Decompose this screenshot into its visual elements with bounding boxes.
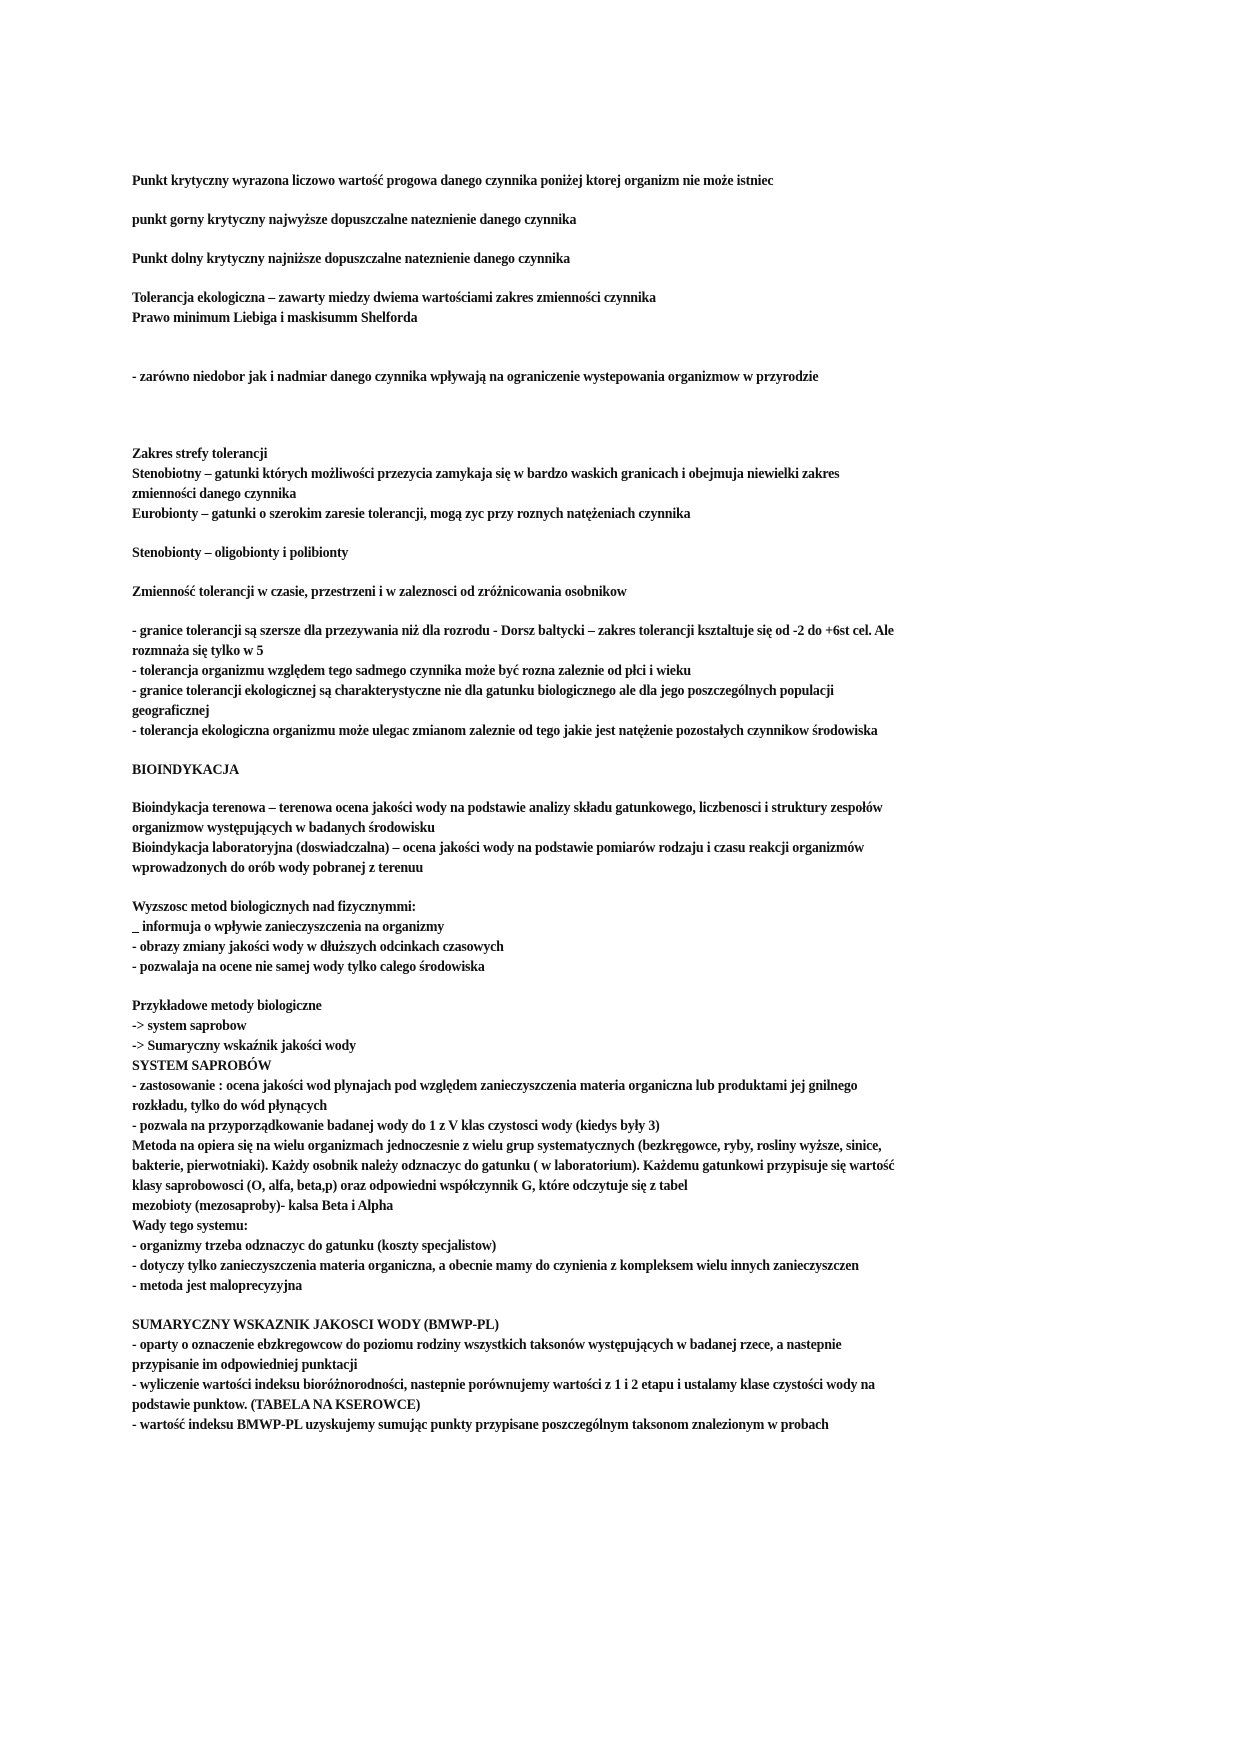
text-line: Punkt dolny krytyczny najniższe dopuszczalne nateznienie danego czynnika: [132, 251, 571, 267]
text-line: Punkt krytyczny wyrazona liczowo wartość progowa danego czynnika poniżej ktorej organizm nie może istniec: [132, 173, 774, 189]
text-line: SYSTEM SAPROBÓW: [132, 1058, 272, 1074]
text-line: Zakres strefy tolerancji: [132, 446, 268, 462]
text-line: Wady tego systemu:: [132, 1218, 249, 1234]
text-line: - granice tolerancji ekologicznej są charakterystyczne nie dla gatunku biologicznego ale dla jego poszczególnych populacji: [132, 683, 834, 699]
text-line: Przykładowe metody biologiczne: [132, 998, 322, 1014]
text-line: punkt gorny krytyczny najwyższe dopuszczalne nateznienie danego czynnika: [132, 212, 577, 228]
text-line: - granice tolerancji są szersze dla przezywania niż dla rozrodu - Dorsz baltycki – zakres tolerancji ksztaltuje się od -2 do +6st cel. Ale: [132, 623, 894, 639]
text-line: _ informuja o wpływie zanieczyszczenia na organizmy: [132, 919, 445, 935]
text-line: -> system saprobow: [132, 1018, 247, 1034]
text-line: Wyzszosc metod biologicznych nad fizycznymmi:: [132, 899, 417, 915]
text-line: - obrazy zmiany jakości wody w dłuższych odcinkach czasowych: [132, 939, 504, 955]
text-line: - wyliczenie wartości indeksu bioróżnorodności, nastepnie porównujemy wartości z 1 i 2 etapu i ustalamy klase czystości wody na: [132, 1377, 875, 1393]
text-line: Zmienność tolerancji w czasie, przestrzeni i w zaleznosci od zróżnicowania osobnikow: [132, 584, 627, 600]
text-line: -> Sumaryczny wskaźnik jakości wody: [132, 1038, 356, 1054]
text-line: - tolerancja organizmu względem tego sadmego czynnika może być rozna zaleznie od płci i wieku: [132, 663, 691, 679]
text-line: przypisanie im odpowiedniej punktacji: [132, 1357, 358, 1373]
text-line: klasy saprobowosci (O, alfa, beta,p) oraz odpowiedni współczynnik G, które odczytuje się z tabel: [132, 1178, 688, 1194]
text-line: geograficznej: [132, 703, 210, 719]
text-line: Bioindykacja terenowa – terenowa ocena jakości wody na podstawie analizy składu gatunkowego, liczbenosci i struktury zespołów: [132, 800, 883, 816]
text-line: rozkładu, tylko do wód płynących: [132, 1098, 327, 1114]
text-line: - pozwalaja na ocene nie samej wody tylko calego środowiska: [132, 959, 485, 975]
text-line: podstawie punktow. (TABELA NA KSEROWCE): [132, 1397, 421, 1413]
text-line: - oparty o oznaczenie ebzkregowcow do poziomu rodziny wszystkich taksonów występujących w badanej rzece, a nastepnie: [132, 1337, 842, 1353]
text-line: - organizmy trzeba odznaczyc do gatunku (koszty specjalistow): [132, 1238, 497, 1254]
text-line: Metoda na opiera się na wielu organizmach jednoczesnie z wielu grup systematycznych (bezkręgowce, ryby, rosliny wyższe, sinice,: [132, 1138, 882, 1154]
text-line: zmienności danego czynnika: [132, 486, 297, 502]
text-line: SUMARYCZNY WSKAZNIK JAKOSCI WODY (BMWP-PL): [132, 1317, 499, 1333]
text-line: - zarówno niedobor jak i nadmiar danego czynnika wpływają na ograniczenie wystepowania organizmow w przyrodzie: [132, 369, 819, 385]
text-line: rozmnaża się tylko w 5: [132, 643, 264, 659]
text-line: BIOINDYKACJA: [132, 762, 240, 778]
text-line: - pozwala na przyporządkowanie badanej wody do 1 z V klas czystosci wody (kiedys były 3): [132, 1118, 660, 1134]
text-line: - dotyczy tylko zanieczyszczenia materia organiczna, a obecnie mamy do czynienia z kompleksem wielu innych zanieczyszczen: [132, 1258, 859, 1274]
text-line: Eurobionty – gatunki o szerokim zaresie tolerancji, mogą zyc przy roznych natężeniach czynnika: [132, 506, 691, 522]
text-line: - wartość indeksu BMWP-PL uzyskujemy sumując punkty przypisane poszczególnym taksonom znalezionym w probach: [132, 1417, 829, 1433]
text-line: wprowadzonych do orób wody pobranej z terenuu: [132, 860, 424, 876]
text-line: Bioindykacja laboratoryjna (doswiadczalna) – ocena jakości wody na podstawie pomiarów rodzaju i czasu reakcji organizmów: [132, 840, 865, 856]
text-line: Stenobiotny – gatunki których możliwości przezycia zamykaja się w bardzo waskich granicach i obejmuja niewielki zakres: [132, 466, 840, 482]
text-line: - tolerancja ekologiczna organizmu może ulegac zmianom zaleznie od tego jakie jest natężenie pozostałych czynnikow środowiska: [132, 723, 878, 739]
text-line: - zastosowanie : ocena jakości wod plynajach pod względem zanieczyszczenia materia organiczna lub produktami jej gnilnego: [132, 1078, 858, 1094]
text-line: organizmow występujących w badanych środowisku: [132, 820, 435, 836]
text-line: Prawo minimum Liebiga i maskisumm Shelforda: [132, 310, 418, 326]
text-line: mezobioty (mezosaproby)- kalsa Beta i Alpha: [132, 1198, 394, 1214]
text-line: Tolerancja ekologiczna – zawarty miedzy dwiema wartościami zakres zmienności czynnika: [132, 290, 656, 306]
text-line: bakterie, pierwotniaki). Każdy osobnik należy odznaczyc do gatunku ( w laboratorium). Każdemu gatunkowi przypisuje się wartość: [132, 1158, 895, 1174]
text-line: Stenobionty – oligobionty i polibionty: [132, 545, 349, 561]
text-line: - metoda jest maloprecyzyjna: [132, 1278, 303, 1294]
